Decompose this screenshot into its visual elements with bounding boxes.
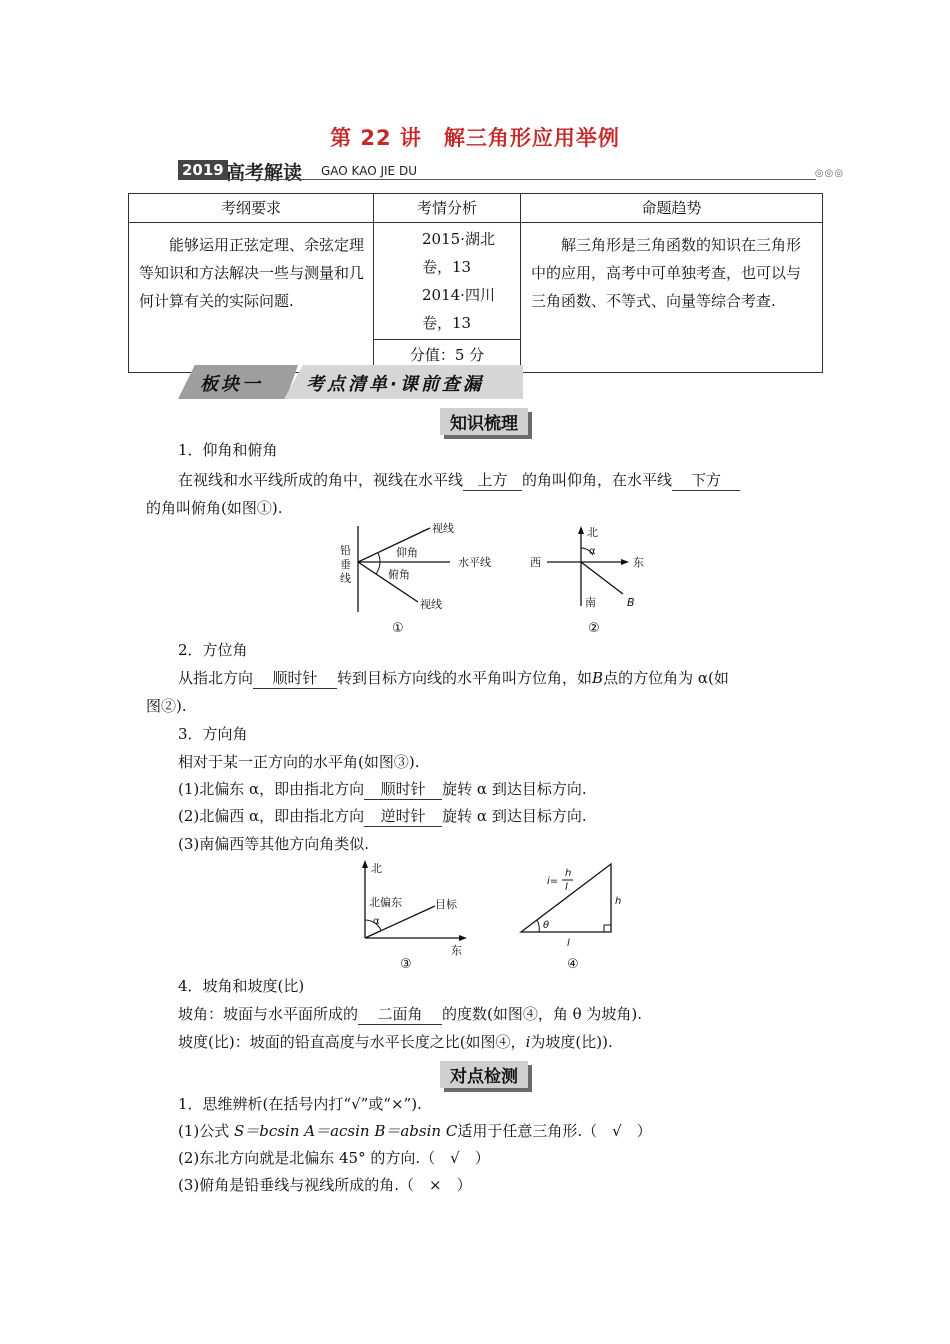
fig1-horizontal: 水平线: [458, 556, 491, 569]
fig3-north: 北: [371, 862, 382, 875]
s3-line2: [178, 779, 587, 800]
s4-l2-a: 坡度(比)：坡面的铅直高度与水平长度之比(如图④，: [178, 1033, 526, 1051]
s2-line2: 图②).: [146, 697, 187, 715]
fig2-alpha: α: [589, 546, 596, 557]
section-banner: [178, 365, 523, 399]
s2-text-a: 从指北方向: [178, 669, 254, 687]
s2-text-c: 转到目标方向线的水平角叫方位角，如: [337, 669, 593, 687]
bearing-line: [581, 562, 623, 594]
sight-line-up: [358, 528, 430, 562]
s3-l3-a: (2)北偏西 α，即由指北方向: [178, 807, 365, 825]
fig4-l-denominator: l: [565, 882, 568, 893]
s3-heading: 3．方向角: [178, 725, 248, 743]
analysis-line: 2014·四川: [422, 286, 495, 304]
east-arrow-icon: [621, 559, 629, 565]
s2-line1: [178, 668, 729, 689]
banner-year: 2019: [178, 160, 228, 180]
s1-blank-down: 下方: [672, 470, 740, 491]
fig2-point-b: B: [627, 596, 635, 609]
fig2-east: 东: [633, 556, 644, 569]
figure-elevation-depression: [330, 518, 510, 638]
fig1-sight-top: 视线: [432, 522, 454, 535]
fig3-target: 目标: [435, 898, 457, 911]
s4-l2-c: 为坡度(比)).: [530, 1033, 613, 1051]
s4-blank-dihedral: 二面角: [358, 1004, 442, 1025]
fig4-h-numerator: h: [565, 868, 572, 879]
s2-heading: 2．方位角: [178, 641, 248, 659]
fig3-east: 东: [451, 944, 462, 957]
tag-knowledge: 知识梳理: [440, 408, 528, 435]
s3-line4: (3)南偏西等其他方向角类似.: [178, 835, 370, 853]
depr-arc: [376, 562, 380, 574]
s4-l1-a: 坡角：坡面与水平面所成的: [178, 1005, 359, 1023]
fig2-west: 西: [530, 556, 541, 569]
s4-l2-i: i: [525, 1033, 531, 1051]
fig1-elevation: 仰角: [396, 546, 418, 559]
fig4-i: i=: [547, 876, 559, 887]
table-cell-analysis: [374, 223, 521, 373]
figure-slope: [515, 858, 655, 974]
fig3-alpha: α: [373, 916, 380, 927]
table-header-requirement: 考纲要求: [129, 194, 374, 223]
east-arrow-icon: [459, 935, 467, 941]
s3-l2-a: (1)北偏东 α，即由指北方向: [178, 780, 365, 798]
table-header-analysis: 考情分析: [374, 194, 521, 223]
table-cell-requirement: 能够运用正弦定理、余弦定理等知识和方法解决一些与测量和几何计算有关的实际问题.: [129, 223, 374, 373]
s2-point-b: B: [592, 669, 604, 687]
s4-line1: [178, 1004, 642, 1025]
s4-heading: 4．坡角和坡度(比): [178, 977, 305, 995]
fig2-south: 南: [585, 596, 596, 609]
fig4-l: l: [567, 938, 570, 949]
page-title: 第 22 讲 解三角形应用举例: [330, 126, 620, 150]
s1-text-a: 在视线和水平线所成的角中，视线在水平线: [178, 471, 464, 489]
s4-line2: [178, 1032, 613, 1052]
syllabus-table: [128, 193, 823, 373]
elev-arc: [378, 553, 380, 562]
north-arrow-icon: [362, 860, 368, 868]
figure-bearing: [525, 522, 655, 638]
check-q3: (3)俯角是铅垂线与视线所成的角.（ × ）: [178, 1176, 472, 1194]
fig1-plumb-1: 铅: [340, 544, 351, 557]
tag-check: 对点检测: [440, 1061, 528, 1088]
fig4-caption: ④: [567, 957, 579, 972]
banner-rule: [226, 179, 816, 180]
fig2-caption: ②: [588, 621, 600, 636]
fig4-theta: θ: [543, 920, 550, 931]
check-heading: 1．思维辨析(在括号内打“√”或“×”).: [178, 1095, 422, 1113]
figure-direction-angle: [355, 858, 475, 974]
s3-line1: 相对于某一正方向的水平角(如图③).: [178, 753, 420, 771]
s1-line2: 的角叫俯角(如图①).: [146, 499, 283, 517]
analysis-line: 2015·湖北: [422, 230, 495, 248]
fig2-north: 北: [587, 526, 598, 539]
s2-text-e: 点的方位角为 α(如: [603, 669, 729, 687]
s1-text-c: 的角叫仰角，在水平线: [522, 471, 673, 489]
exam-banner: [178, 158, 844, 184]
s1-blank-up: 上方: [463, 470, 522, 491]
s2-blank-clockwise: 顺时针: [253, 668, 337, 689]
fig1-plumb-3: 线: [340, 572, 351, 585]
table-cell-trend: 解三角形是三角函数的知识在三角形中的应用，高考中可单独考查，也可以与三角函数、不等式、向量等综合考查.: [521, 223, 823, 373]
section-banner-left: 板块一: [200, 374, 263, 395]
s1-line1: [178, 470, 740, 491]
check-q2: (2)东北方向就是北偏东 45° 的方向.（ √ ）: [178, 1149, 490, 1167]
s3-blank-clockwise: 顺时针: [364, 779, 442, 800]
s4-l1-c: 的度数(如图④，角 θ 为坡角).: [442, 1005, 643, 1023]
section-banner-right: 考点清单·课前查漏: [306, 374, 484, 395]
north-arrow-icon: [578, 526, 584, 534]
table-header-trend: 命题趋势: [521, 194, 823, 223]
fig1-caption: ①: [392, 621, 404, 636]
analysis-line: 卷，13: [422, 314, 472, 332]
s1-heading: 1．仰角和俯角: [178, 441, 278, 459]
s3-line3: [178, 806, 587, 827]
fig1-depression: 俯角: [388, 568, 410, 581]
fig4-h: h: [615, 896, 622, 907]
banner-subtitle: GAO KAO JIE DU: [321, 164, 417, 178]
fig1-plumb-2: 垂: [340, 558, 351, 571]
s3-blank-counterclockwise: 逆时针: [364, 806, 442, 827]
s3-l3-c: 旋转 α 到达目标方向.: [442, 807, 587, 825]
banner-dots-icon: ◎◎◎: [814, 168, 844, 179]
check-q1-a: (1)公式: [178, 1122, 235, 1140]
right-angle-mark: [604, 925, 611, 932]
fig3-label: 北偏东: [369, 896, 402, 909]
s3-l2-c: 旋转 α 到达目标方向.: [442, 780, 587, 798]
fig3-caption: ③: [400, 957, 412, 972]
check-q1-b: 适用于任意三角形.（ √ ）: [457, 1122, 652, 1140]
analysis-line: 卷，13: [422, 258, 472, 276]
banner-title: 高考解读: [226, 162, 303, 184]
analysis-score: 分值：5 分: [374, 339, 520, 372]
check-q1-formula: S＝bcsin A＝acsin B＝absin C: [234, 1122, 458, 1140]
theta-arc: [537, 920, 539, 932]
check-q1: [178, 1121, 652, 1141]
fig1-sight-bottom: 视线: [420, 598, 442, 611]
